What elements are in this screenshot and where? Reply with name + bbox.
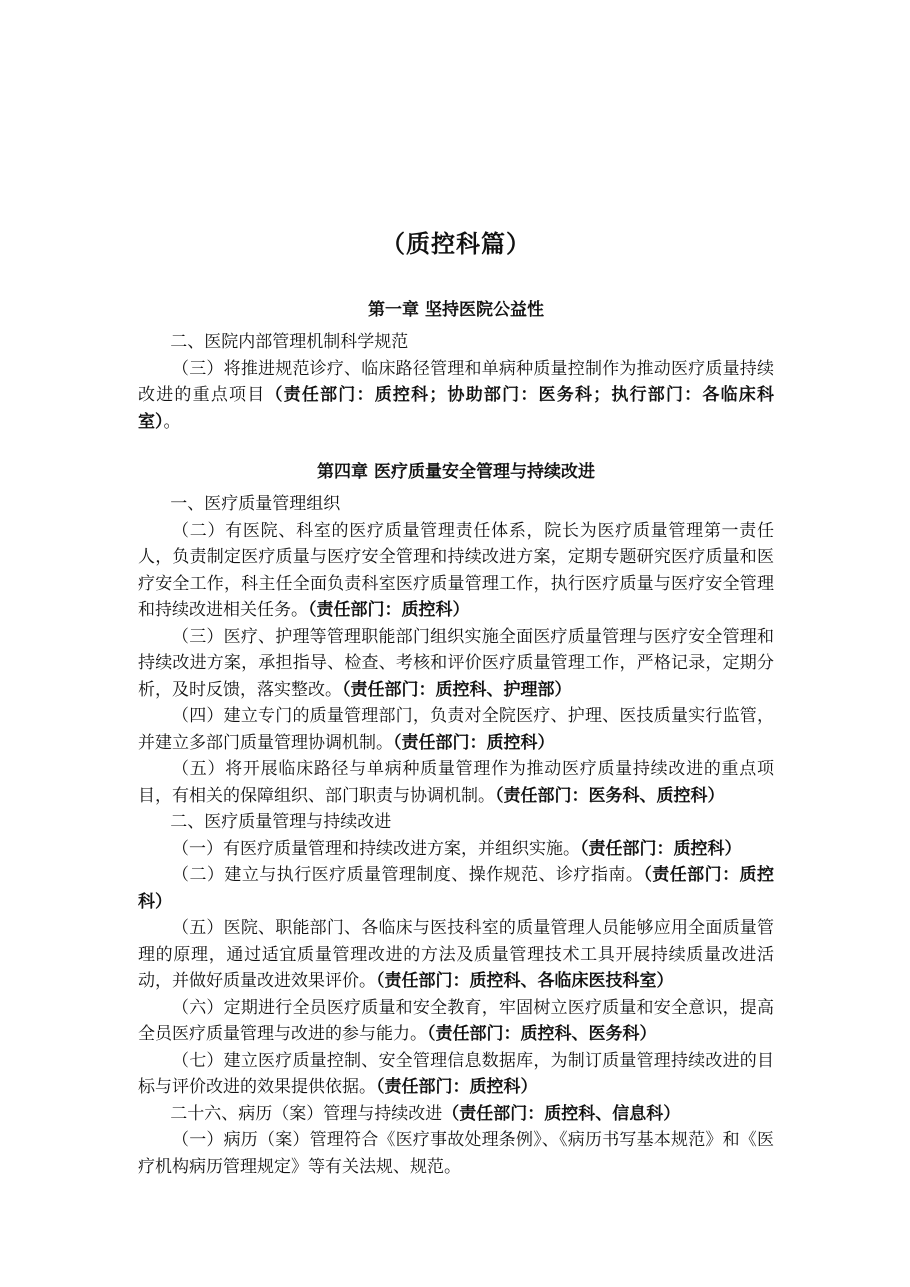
section-heading: 二、医疗质量管理与持续改进	[170, 812, 392, 832]
clause-paragraph: （二）有医院、科室的医疗质量管理责任体系，院长为医疗质量管理第一责任人，负责制定医疗质量与医疗安全管理和持续改进方案，定期专题研究医疗质量和医疗安全工作，科主任全面负责科室医疗质量管理工作，执行医疗质量与医疗安全管理和持续改进相关任务。（责任部门：质控科）	[138, 520, 774, 620]
responsibility-note: （责任部门：质控科；协助部门：医务科；执行部门：各临床科室）	[138, 385, 775, 432]
clause-paragraph: （六）定期进行全员医疗质量和安全教育，牢固树立医疗质量和安全意识，提高全员医疗质量管理与改进的参与能力。（责任部门：质控科、医务科）	[138, 997, 774, 1044]
clause-paragraph: （七）建立医疗质量控制、安全管理信息数据库，为制订质量管理持续改进的目标与评价改进的效果提供依据。（责任部门：质控科）	[138, 1050, 774, 1097]
responsibility-note: （责任部门：质控科、信息科）	[442, 1103, 681, 1124]
clause-paragraph: （一）病历（案）管理符合《医疗事故处理条例》、《病历书写基本规范》和《医疗机构病历管理规定》等有关法规、规范。	[138, 1130, 774, 1177]
clause-paragraph: （三）将推进规范诊疗、临床路径管理和单病种质量控制作为推动医疗质量持续改进的重点项目（责任部门：质控科；协助部门：医务科；执行部门：各临床科室）。	[138, 358, 775, 432]
clause-paragraph: （二）建立与执行医疗质量管理制度、操作规范、诊疗指南。（责任部门：质控科）	[138, 865, 775, 912]
responsibility-note: （责任部门：质控科、护理部）	[342, 679, 572, 700]
section-heading: 二、医院内部管理机制科学规范	[170, 332, 409, 352]
chapter-4-heading: 第四章 医疗质量安全管理与持续改进	[317, 462, 595, 482]
responsibility-note: （责任部门：质控科）	[393, 732, 555, 753]
section-heading: 二十六、病历（案）管理与持续改进（责任部门：质控科、信息科）	[170, 1103, 681, 1124]
clause-paragraph: （五）将开展临床路径与单病种质量管理作为推动医疗质量持续改进的重点项目，有相关的保障组织、部门职责与协调机制。（责任部门：医务科、质控科）	[138, 759, 774, 806]
responsibility-note: （责任部门：质控科）	[376, 1077, 538, 1097]
section-heading: 一、医疗质量管理组织	[170, 494, 341, 514]
clause-paragraph: （五）医院、职能部门、各临床与医技科室的质量管理人员能够应用全面质量管理的原理，通过适宜质量管理改进的方法及质量管理技术工具开展持续质量改进活动，并做好质量改进效果评价。（责任部门：质控科、各临床医技科室）	[138, 918, 774, 991]
responsibility-note: （责任部门：医务科、质控科）	[495, 785, 725, 806]
clause-paragraph: （一）有医疗质量管理和持续改进方案，并组织实施。（责任部门：质控科）	[172, 838, 742, 859]
responsibility-note: （责任部门：质控科、各临床医技科室）	[376, 971, 674, 991]
document-title: （质控科篇）	[381, 230, 531, 258]
responsibility-note: （责任部门：质控科）	[580, 838, 742, 859]
clause-paragraph: （四）建立专门的质量管理部门，负责对全院医疗、护理、医技质量实行监管，并建立多部门质量管理协调机制。（责任部门：质控科）	[138, 706, 774, 753]
chapter-1-heading: 第一章 坚持医院公益性	[368, 300, 544, 320]
responsibility-note: （责任部门：质控科）	[308, 600, 470, 620]
responsibility-note: （责任部门：质控科）	[138, 865, 775, 912]
clause-paragraph: （三）医疗、护理等管理职能部门组织实施全面医疗质量管理与医疗安全管理和持续改进方案，承担指导、检查、考核和评价医疗质量管理工作，严格记录，定期分析，及时反馈，落实整改。（责任部门：质控科、护理部）	[138, 626, 774, 700]
responsibility-note: （责任部门：质控科、医务科）	[427, 1024, 657, 1044]
